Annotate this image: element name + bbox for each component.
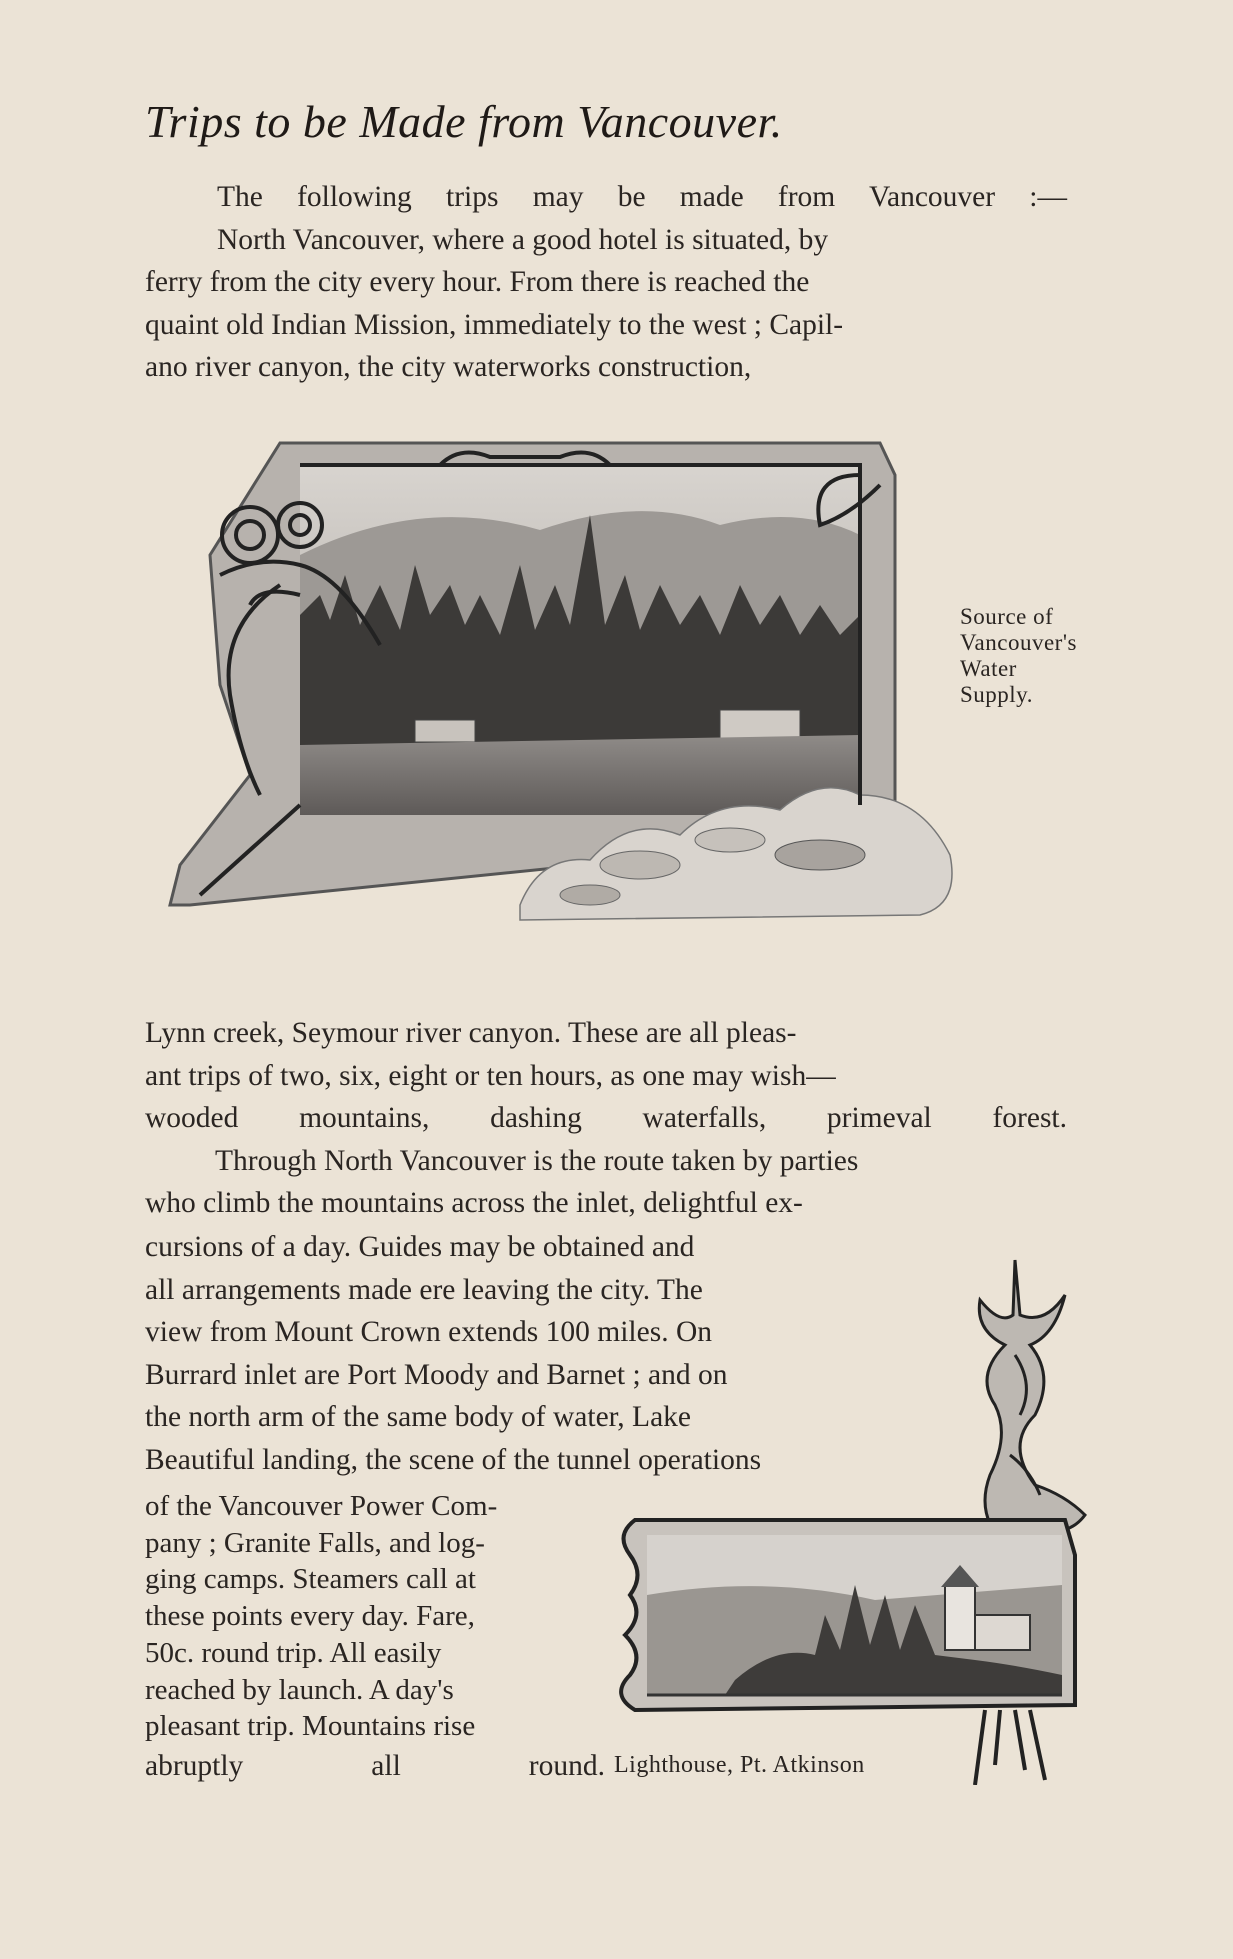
caption-line: Water: [960, 656, 1017, 681]
text-line: the north arm of the same body of water, Lake: [145, 1401, 692, 1433]
text-line: Burrard inlet are Port Moody and Barnet ; and on: [145, 1358, 728, 1391]
text-line: ano river canyon, the city waterworks construction,: [145, 351, 752, 383]
caption-line: Source of: [960, 604, 1054, 629]
lighthouse-tower: [945, 1585, 975, 1650]
intro-paragraph: [145, 176, 1067, 389]
text-line: cursions of a day. Guides may be obtained and: [145, 1231, 695, 1263]
caption-line: Vancouver's: [960, 630, 1077, 655]
text-line: abruptly all round.: [145, 1749, 605, 1782]
text-line: ferry from the city every hour. From there is reached the: [145, 266, 810, 298]
full-width-paragraph: [145, 1012, 1067, 1225]
text-line: 50c. round trip. All easily: [145, 1636, 442, 1669]
text-line: quaint old Indian Mission, immediately to the west ; Capil-: [145, 308, 844, 341]
water-supply-illustration: [160, 435, 1000, 955]
text-line: of the Vancouver Power Com-: [145, 1490, 498, 1522]
text-line: Beautiful landing, the scene of the tunnel operations: [145, 1443, 762, 1476]
dolphin-ornament: [979, 1260, 1085, 1548]
water-supply-caption: [960, 604, 1077, 708]
text-line: Through North Vancouver is the route taken by parties: [215, 1144, 859, 1177]
text-line: reached by launch. A day's: [145, 1673, 454, 1706]
text-line: pleasant trip. Mountains rise: [145, 1710, 476, 1743]
text-line: The following trips may be made from Vancouver :—: [217, 181, 1067, 213]
text-line: Lynn creek, Seymour river canyon. These are all pleas-: [145, 1017, 797, 1049]
text-line: these points every day. Fare,: [145, 1600, 475, 1633]
page-title: Trips to be Made from Vancouver.: [145, 96, 783, 147]
river: [300, 735, 860, 815]
lighthouse-illustration: [615, 1255, 1095, 1785]
text-line: wooded mountains, dashing waterfalls, primeval forest.: [145, 1102, 1067, 1134]
text-line: ant trips of two, six, eight or ten hours, as one may wish—: [145, 1059, 836, 1092]
caption-line: Supply.: [960, 682, 1033, 707]
text-line: ging camps. Steamers call at: [145, 1563, 476, 1596]
text-line: who climb the mountains across the inlet, delightful ex-: [145, 1187, 803, 1219]
text-line: all arrangements made ere leaving the city. The: [145, 1273, 703, 1306]
narrow-paragraph: [145, 1488, 605, 1787]
lighthouse-caption: Lighthouse, Pt. Atkinson: [614, 1752, 865, 1778]
text-line: pany ; Granite Falls, and log-: [145, 1526, 485, 1559]
text-line: view from Mount Crown extends 100 miles. On: [145, 1316, 712, 1348]
text-line: North Vancouver, where a good hotel is situated, by: [217, 223, 829, 256]
